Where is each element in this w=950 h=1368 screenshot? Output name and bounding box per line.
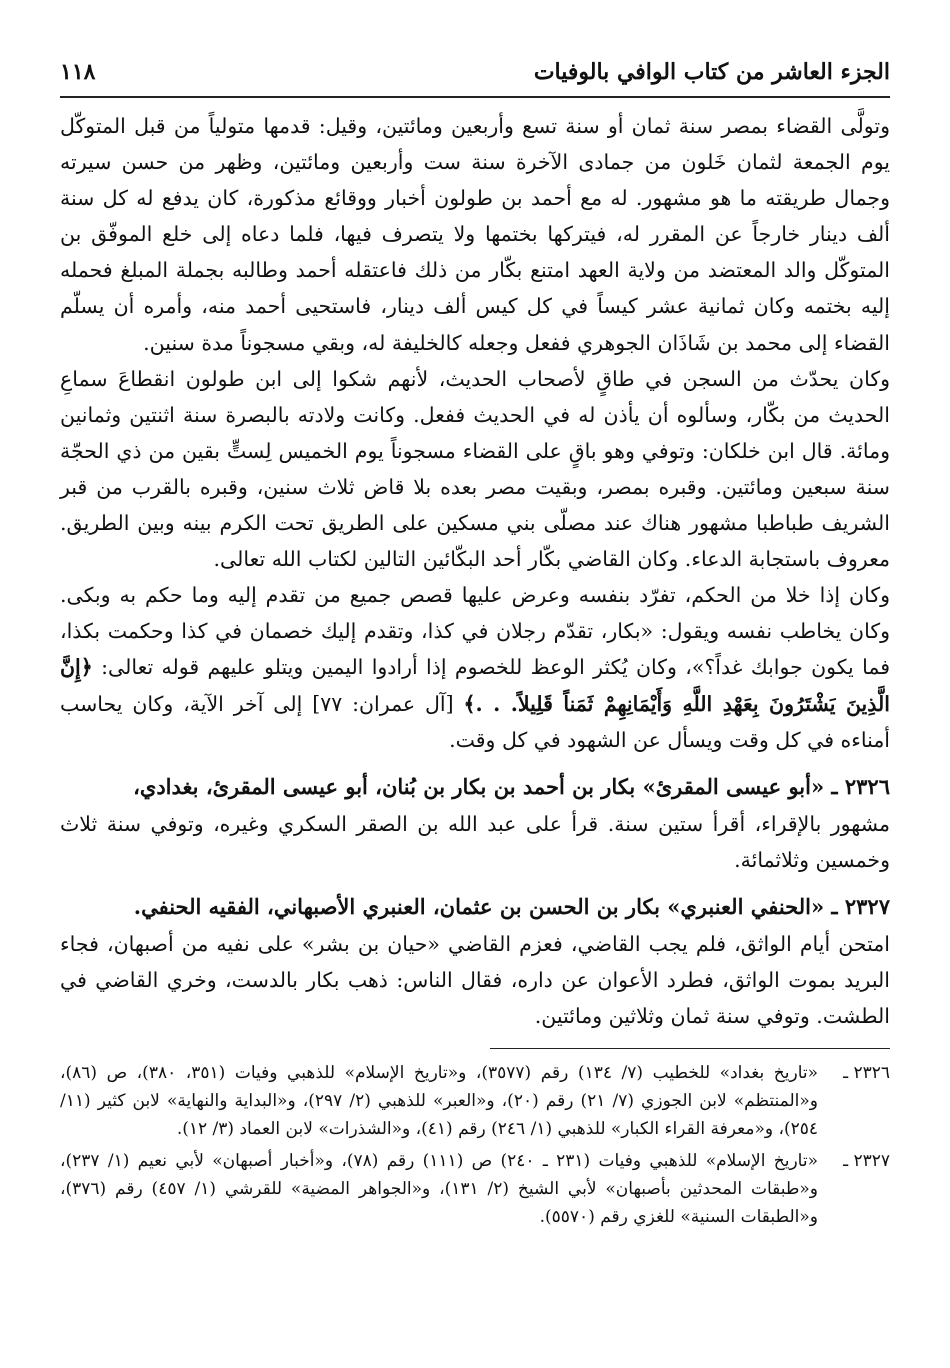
footnote-number: ٢٣٢٦ ـ [843, 1063, 890, 1084]
footnote [60, 1059, 890, 1143]
running-title: الجزء العاشر من كتاب الوافي بالوفيات [533, 59, 890, 85]
footnote-text: «تاريخ الإسلام» للذهبي وفيات (٢٣١ ـ ٢٤٠) ص (١١١) رقم (٧٨)، و«أخبار أصبهان» لأبي نعيم (١/ ٢٣٧)، و«طبقات المحدثين بأصبهان» لأبي الشيخ (٢/ ١٣١)، و«الجواهر المضية» للقرشي (١/ ٤٥٧) رقم (٣٧٦)، و«الطبقات السنية» للغزي رقم (٥٥٧٠). [60, 1151, 818, 1228]
footnote-separator [490, 1048, 890, 1049]
paragraph-3 [60, 577, 890, 757]
paragraph-3-text: وكان إذا خلا من الحكم، تفرّد بنفسه وعرض عليها قصص جميع من تقدم إليه وما حكم به وبكى. وكان يخاطب نفسه ويقول: «بكار، تقدّم رجلان في كذا، وتقدم إليك خصمان في كذا وحكمت بكذا، فما يكون جوابك غداً؟»، وكان يُكثر الوعظ للخصوم إذا أرادوا اليمين ويتلو عليهم قوله تعالى: [60, 583, 890, 680]
entry-body: امتحن أيام الواثق، فلم يجب القاضي، فعزم القاضي «حيان بن بشر» على نفيه من أصبهان، فجاء البريد بموت الواثق، فطرد الأعوان عن داره، فقال الناس: ذهب بكار بالدست، وخري القاضي في الطشت. وتوفي سنة ثمان وثلاثين ومائتين. [60, 931, 890, 1029]
quran-verse: ﴿إِنَّ الَّذِينَ يَشْتَرُونَ بِعَهْدِ اللَّهِ وَأَيْمَانِهِمْ ثَمَناً قَلِيلاً. . .﴾ [60, 655, 890, 716]
paragraph-3-tail: إلى آخر الآية، وكان يحاسب أمناءه في كل وقت ويسأل عن الشهود في كل وقت. [60, 691, 890, 752]
biography-entry-2326 [60, 768, 890, 878]
entry-body: مشهور بالإقراء، أقرأ ستين سنة. قرأ على عبد الله بن الصقر السكري وغيره، وتوفي سنة ثلاث وخمسين وثلاثمائة. [60, 811, 890, 872]
page-number: ١١٨ [60, 59, 96, 85]
paragraph-1: وتولَّى القضاء بمصر سنة ثمان أو سنة تسع وأربعين ومائتين، وقيل: قدمها متولياً من قبل المتوكّل يوم الجمعة لثمان خَلون من جمادى الآخرة سنة ست وأربعين ومائتين، وظهر من حسن سيرته وجمال طريقته ما هو مشهور. له مع أحمد بن طولون أخبار ووقائع مذكورة، كان يدفع له كل سنة ألف دينار خارجاً عن المقرر له، فيتركها بختمها ولا يتصرف فيها، فلما دعاه إلى خلع الموفّق بن المتوكّل والد المعتضد من ولاية العهد امتنع بكّار من ذلك فاعتقله أحمد وطالبه بجملة المبلغ فحمله إليه بختمه وكان ثمانية عشر كيساً في كل كيس ألف دينار، فاستحيى أحمد منه، وأمره أن يسلّم القضاء إلى محمد بن شَاذَان الجوهري ففعل وجعله كالخليفة له، وبقي مسجوناً مدة سنين. [60, 114, 890, 355]
entry-heading: ٢٣٢٦ ـ «أبو عيسى المقرئ» بكار بن أحمد بن بكار بن بُنان، أبو عيسى المقرئ، بغدادي، [133, 773, 890, 799]
footnotes [60, 1059, 890, 1231]
biography-entry-2327 [60, 888, 890, 1034]
entry-heading: ٢٣٢٧ ـ «الحنفي العنبري» بكار بن الحسن بن عثمان، العنبري الأصبهاني، الفقيه الحنفي. [133, 893, 890, 919]
footnote-text: «تاريخ بغداد» للخطيب (٧/ ١٣٤) رقم (٣٥٧٧)، و«تاريخ الإسلام» للذهبي وفيات (٣٥١، ٣٨٠)، ص (٨٦)، و«المنتظم» لابن الجوزي (٧/ ٢١) رقم (٢٠)، و«العبر» للذهبي (٢/ ٢٩٧)، و«البداية والنهاية» لابن كثير (١١/ ٢٥٤)، و«معرفة القراء الكبار» للذهبي (١/ ٢٤٦) رقم (٤١)، و«الشذرات» لابن العماد (٣/ ١٢). [60, 1063, 819, 1140]
running-header [60, 56, 890, 98]
quran-reference: [آل عمران: ٧٧] [312, 691, 454, 716]
footnote-number: ٢٣٢٧ ـ [843, 1151, 890, 1172]
paragraph-2: وكان يحدّث من السجن في طاقٍ لأصحاب الحديث، لأنهم شكوا إلى ابن طولون انقطاعَ سماعِ الحديث من بكّار، وسألوه أن يأذن له في الحديث ففعل. وكانت ولادته بالبصرة سنة اثنتين وثمانين ومائة. قال ابن خلكان: وتوفي وهو باقٍ على القضاء مسجوناً يوم الخميس لِستٍّ بقين من ذي الحجّة سنة سبعين ومائتين. وقبره بمصر، وبقيت مصر بعده بلا قاض ثلاث سنين، وقبره بالقرب من قبر الشريف طباطبا مشهور هناك عند مصلّى بني مسكين على الطريق تحت الكرم بينه وبين الطريق. معروف باستجابة الدعاء. وكان القاضي بكّار أحد البكّائين التالين لكتاب الله تعالى. [60, 366, 890, 572]
footnote [60, 1147, 890, 1231]
main-text [60, 108, 890, 1034]
